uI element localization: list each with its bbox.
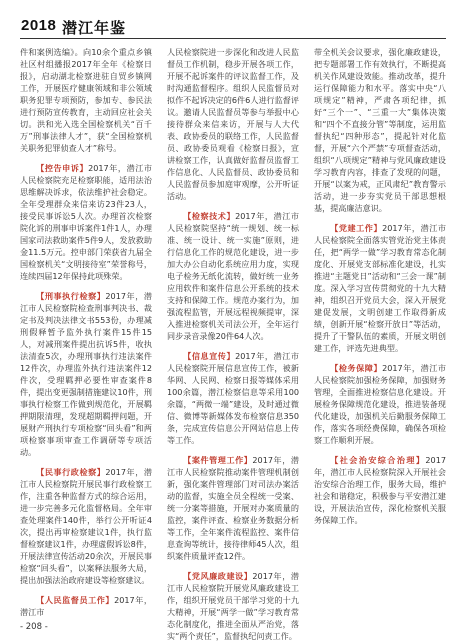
section-heading: 【党建工作】 (330, 223, 383, 233)
paragraph-text: 2017年，潜江市人民检察院推动案件管理机制创新，强化案件管理部门对司法办案活动的监督，实施全员全程统一受案、统一分案等措施，开展对办案质量的监控，案件评查、检察业务数据分析等工作，全年案件流程监控、案件信息查询等统计，接待律师45人次，组织案件质量评查12件。 (167, 455, 299, 561)
header-title: 潜江年鉴 (62, 19, 127, 37)
section-paragraph (314, 454, 446, 526)
page-header (0, 14, 468, 40)
paragraph-text: 2017年，潜江市人民检察院加强检务保障，加强财务管理，全面推进检察信息化建设。开展检务保障规范化建设，推进装备现代化建设，加强机关后勤服务保障工作，落实各项经费保障，确保各项检察工作顺利开展。 (314, 363, 446, 445)
section-heading: 【人民监督员工作】 (36, 595, 115, 605)
body-paragraph (314, 46, 446, 214)
section-heading: 【检察技术】 (183, 211, 236, 221)
column-3 (314, 46, 446, 618)
paragraph-text: 2017年，潜江市人民检察院开展民事行政检察工作，注重各种监督方式的综合运用，进一步完善多元化监督格局。全年审查处理案件140件，举行公开听证4次，提出再审检察建议1件，执行监督检察建议1件，办理虚假诉讼8件，开展法律宣传活动20余次，开展民事检察“回头看”，以案释法服务大局，提出加强法治政府建设等检察建议。 (20, 467, 152, 585)
paragraph-text: 2017年，潜江市人民检察院全面落实管党治党主体责任，把“两学一做”学习教育常态化制度化、开展党支部标准化建设，扎实推进“主题党日”活动和“三会一课”制度。深入学习宣传贯彻党的十九大精神，组织召开党员大会，深入开展党建促发展，文明创建工作取得新成绩，创新开展“检察开放日”等活动，提升了干警队伍的素质，开展文明创建工作，评选先进典型。 (314, 223, 446, 353)
section-paragraph (314, 362, 446, 446)
section-heading: 【案件管理工作】 (183, 455, 253, 465)
column-2 (167, 46, 299, 641)
section-heading: 【党风廉政建设】 (183, 571, 253, 581)
paragraph-text: 2017年，潜江市 (20, 595, 152, 617)
section-paragraph (167, 570, 299, 642)
section-paragraph (167, 350, 299, 446)
paragraph-text: 人民检察院进一步深化和改进人民监督员工作机制，稳步开展各项工作，开展不起诉案件的评议监督工作，及时沟通监督程序。组织人民监督员对拟作不起诉决定的6件6人进行监督评议。邀请人民监督员等参与举报中心接待群众来信来访，开展与人大代表、政协委员的联络工作，人民监督员、政协委员观看《检察日报》，宣讲检察工作，认真做好监督员监督工作信息化、人民监督员、政协委员和人民监督员参加庭审观摩，公开听证活动。 (167, 47, 299, 201)
section-heading: 【民事行政检察】 (36, 467, 106, 477)
paragraph-text: 2017年，潜江市人民检察院深入开展社会治安综合治理工作，服务大局，维护社会和谐稳定，积极参与平安潜江建设，开展法治宣传，深化检察机关服务保障工作。 (314, 455, 446, 525)
section-paragraph (20, 594, 152, 618)
section-heading: 【信息宣传】 (183, 351, 236, 361)
body-paragraph (167, 46, 299, 202)
section-paragraph (314, 222, 446, 354)
paragraph-text: 2017年，潜江市人民检察院开展信息宣传工作，被新华网、人民网、检察日报等媒体采用100余篇，潜江检察信息等采用100余篇，“两微一端”建设，及时通过微信、微博等新媒体发布检察信息350条，完成宣传信息公开网站信息上传等工作。 (167, 351, 299, 445)
body-paragraph (20, 46, 152, 154)
paragraph-text: 件和案例选编》。向10余个重点乡镇社区村组播报2017年全年《检察日报》，启动湖北检察进驻自贸乡镇网工作，开展医疗健康领域和非公领域职务犯罪专项预防，参加专、参民法进行预防宣传教育，主动回应社会关切。洪和光入选全国检察机关“百千万”刑事法律人才”，获“全国检察机关职务犯罪侦查人才”称号。 (20, 47, 152, 153)
section-paragraph (20, 162, 152, 282)
paragraph-text: 2017年，潜江市人民检察院坚持“统一规划、统一标准、统一设计、统一实施”原则，进行信息化工作的规范化建设，进一步加大办公自动化系统应用力度，实现电子检务无纸化流转，做好统一业务应用软件和案件信息公开系统的技术支持和保障工作。规范办案行为，加强流程监管，开展远程视频提审，深入推进检察机关司法公开，全年运行同步录音录像20件64人次。 (167, 211, 299, 341)
header-bar (0, 14, 20, 40)
paragraph-text: 带全机关会议要求，强化廉政建设，把专题部署工作有效执行，不断提高机关作风建设效能。推动改革，提升运行保障能力和水平。落实中央“八项规定”精神，严肃各项纪律，抓好“三个一”、“三重一大”集体决策和“四个不直接分管”等制度，运用监督执纪“四种形态”，提起针对化监督，开展“六个严禁”专项督查活动，组织“八项规定”精神与党风廉政建设学习教育内容，排查了发现的问题，开展“以案为戒，正风肃纪”教育警示活动，进一步夯实党员干部思想根基，提高廉洁意识。 (314, 47, 446, 213)
section-heading: 【检务保障】 (330, 363, 383, 373)
section-paragraph (167, 454, 299, 562)
paragraph-text: 2017年，潜江市人民检察院开展党风廉政建设工作，组织开展党员干部学习党的十九大精神，开展“两学一做”学习教育常态化制度化，推进全面从严治党，落实“两个责任”，监督执纪问责工作。 (167, 571, 299, 641)
section-paragraph (167, 210, 299, 342)
header-rule (20, 38, 446, 39)
paragraph-text: 2017年，潜江市人民检察院检查刑事判决书、裁定书及判决法律文书553份，办理减刑假释暂予监外执行案件15件15人，对减刑案件提出抗诉5件，收执法清查5次，办理刑事执行违法案件12件次，办理监外执行违法案件12件次，受理羁押必要性审查案件8件，提出变更强制措施建议10件，刑事执行检察工作做到规范化，开展羁押期限清理，发现超期羁押问题，开展财产刑执行专项检察“回头看”和两项检察事项审查工作调研等专项活动。 (20, 291, 152, 457)
paragraph-text: 2017年，潜江市人民检察院充足检察职能，适用法治思维解决诉求，依法维护社会稳定。全年受理群众来信来访23件23人，接受民事诉讼5人次。办理首次检察院化诉的刑事申诉案件1件1人，办理国家司法救助案件5件9人，发放救助金11.5万元。控申部门荣获省九届全国检察机关“文明接待室”荣誉称号，连续四届12年保持此项殊荣。 (20, 163, 152, 281)
header-year: 2018 (21, 17, 57, 34)
section-paragraph (20, 466, 152, 586)
page-number: - 208 - (20, 622, 48, 632)
section-paragraph (20, 290, 152, 458)
section-heading: 【控告申诉】 (36, 163, 89, 173)
section-heading: 【刑事执行检察】 (36, 291, 106, 301)
column-1 (20, 46, 152, 618)
section-heading: 【社会治安综合治理】 (330, 455, 426, 465)
